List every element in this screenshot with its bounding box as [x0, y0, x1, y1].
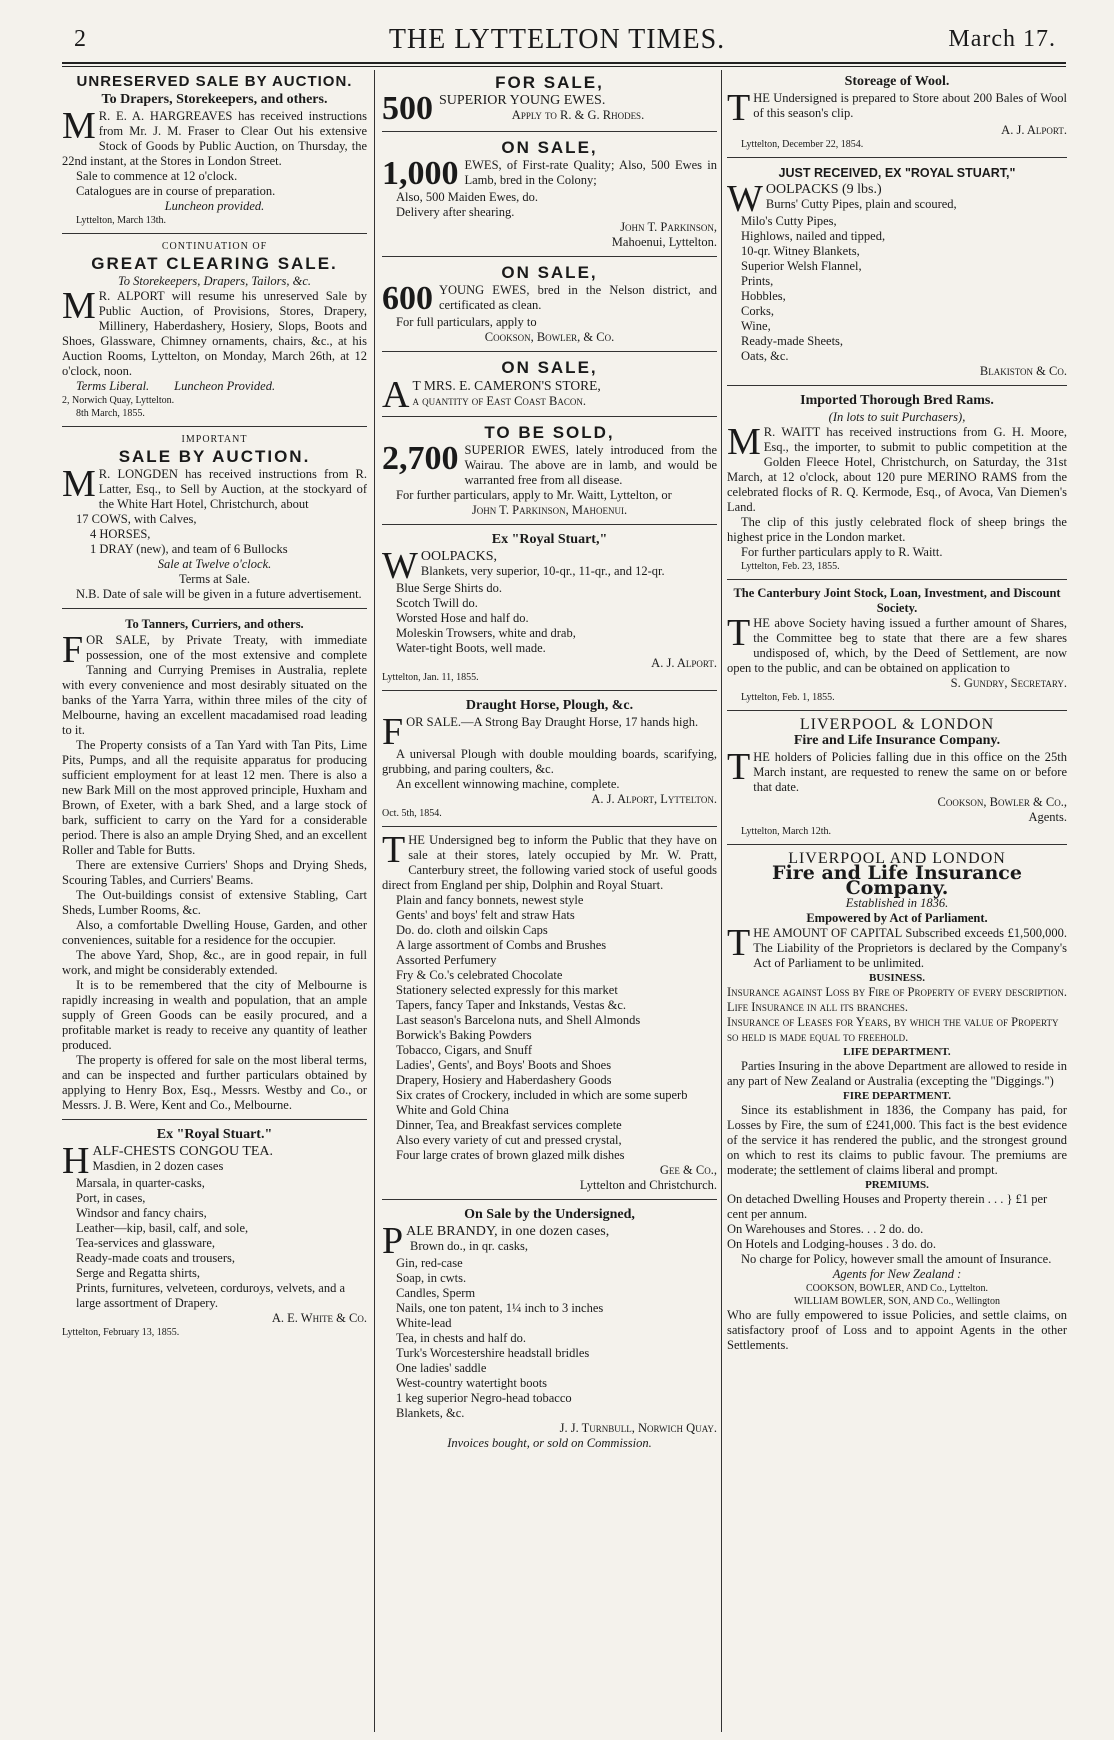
ad-sale-by-auction [62, 432, 367, 609]
ad-body: HE Undersigned beg to inform the Public that they have on sale at their stores, lately occupied by Mr. W. Pratt, Canterbury street, the following varied stock of useful goods direct from England per ship, Dolphin and Royal Stuart. [382, 833, 717, 892]
ad-title: JUST RECEIVED, EX "ROYAL STUART," [778, 166, 1016, 180]
ad-date: Lyttelton, March 13th. [76, 215, 166, 226]
ad-royal-stuart-tea [62, 1125, 367, 1345]
list-item: Life Insurance in all its branches. [727, 1000, 909, 1014]
list-item: Moleskin Trowsers, white and drab, [396, 626, 576, 640]
list-item: Scotch Twill do. [396, 596, 478, 610]
ad-gothic-title: Fire and Life Insurance Company. [772, 862, 1022, 899]
ad-title: TO BE SOLD, [484, 423, 615, 442]
ad-date: Lyttelton, Feb. 1, 1855. [741, 692, 835, 703]
list-item: Do. do. cloth and oilskin Caps [396, 923, 548, 937]
ad-text: N.B. Date of sale will be given in a future advertisement. [76, 587, 362, 601]
drop-cap: A [382, 374, 410, 416]
ad-text: Who are fully empowered to issue Policies, and settle claims, on satisfactory proof of Loss and to appoint Agents in the other Settlements. [727, 1308, 1067, 1352]
column-2 [382, 72, 717, 1732]
drop-cap: F [62, 629, 84, 671]
ad-text: Also, a comfortable Dwelling House, Garden, and other conveniences, suitable for a residence for the occupier. [62, 918, 367, 947]
ad-liverpool-insurance [727, 850, 1067, 1359]
top-rule [62, 62, 1066, 64]
ad-text: The clip of this justly celebrated flock of sheep brings the highest price in the London market. [727, 515, 1067, 544]
premium-line: On Warehouses and Stores. . . 2 do. do. [727, 1222, 924, 1236]
ad-signature: S. Gundry, Secretary. [950, 676, 1067, 690]
ad-subtitle: Established in 1836. [845, 896, 949, 910]
list-item: Borwick's Baking Powders [396, 1028, 532, 1042]
list-item: Superior Welsh Flannel, [741, 259, 862, 273]
ad-body: OR SALE.—A Strong Bay Draught Horse, 17 hands high. [406, 715, 699, 729]
ad-number: 600 [382, 280, 433, 317]
ad-body: R. WAITT has received instructions from G. H. Moore, Esq., the importer, to submit to public competition at the Golden Fleece Hotel, Christchurch, on Saturday, the 31st March, at 12 o'clock, about 120 pure MERINO RAMS from the celebrated flocks of R. Q. Kermode, Esq., of Avoca, Van Diemen's Land. [727, 425, 1067, 514]
ad-text: Catalogues are in course of preparation. [76, 184, 276, 198]
drop-cap: P [382, 1220, 404, 1262]
ad-body: HE Undersigned is prepared to Store about 200 Bales of Wool of this season's clip. [753, 91, 1067, 120]
ad-subtitle: Empowered by Act of Parliament. [806, 911, 988, 925]
ad-signature: J. J. Turnbull, Norwich Quay. [559, 1421, 717, 1435]
ad-text: For further particulars, apply to Mr. Waitt, Lyttelton, or [396, 488, 672, 502]
ad-title: ON SALE, [501, 138, 598, 157]
ad-number: 1,000 [382, 155, 459, 192]
column-3 [727, 72, 1067, 1732]
ad-body: SUPERIOR YOUNG EWES. [439, 93, 606, 108]
ad-storeage-of-wool [727, 72, 1067, 158]
list-item: Port, in cases, [76, 1191, 146, 1205]
ad-subtitle: (In lots to suit Purchasers), [828, 410, 966, 424]
ad-text: Parties Insuring in the above Department are allowed to reside in any part of New Zealand or Australia (excepting the "Diggings.") [727, 1059, 1067, 1088]
ad-title: ON SALE, [501, 358, 598, 377]
ad-title: The Canterbury Joint Stock, Loan, Investment, and Discount Society. [733, 586, 1061, 615]
ad-luncheon: Luncheon Provided. [174, 379, 276, 393]
drop-cap: M [62, 285, 96, 327]
ad-signature: Blakiston & Co. [979, 364, 1067, 378]
ad-text: Terms at Sale. [179, 572, 250, 586]
ad-text: An excellent winnowing machine, complete. [396, 777, 620, 791]
ad-text: For further particulars apply to R. Waitt. [741, 545, 943, 559]
ad-title: On Sale by the Undersigned, [464, 1207, 635, 1222]
drop-cap: W [727, 178, 763, 220]
list-item: Prints, furnitures, velveteen, corduroys, velvets, and a large assortment of Drapery. [76, 1281, 346, 1310]
list-item: 10-qr. Witney Blankets, [741, 244, 860, 258]
ad-signature: A. E. White & Co. [271, 1311, 367, 1325]
ad-body: R. ALPORT will resume his unreserved Sale by Public Auction, of Provisions, Stores, Drapery, Millinery, Haberdashery, Hosiery, Slops, Boots and Shoes, Glassware, Chimney ornaments, chairs, &c., at his Auction Rooms, Lyttelton, on Monday, March 26th, at 12 o'clock, noon. [62, 289, 367, 378]
list-item: Also every variety of cut and pressed crystal, [396, 1133, 622, 1147]
ad-body: ALE BRANDY, in one dozen cases, [406, 1224, 610, 1239]
ad-body: R. LONGDEN has received instructions from R. Latter, Esq., to Sell by Auction, at the stockyard of the White Hart Hotel, Christchurch, about [98, 467, 367, 511]
column-divider-1 [374, 70, 375, 1732]
ad-text: Also, 500 Maiden Ewes, do. [396, 190, 538, 204]
list-item: Drapery, Hosiery and Haberdashery Goods [396, 1073, 612, 1087]
drop-cap: M [727, 421, 761, 463]
drop-cap: T [382, 829, 406, 871]
list-item: Oats, &c. [741, 349, 789, 363]
ad-title: FOR SALE, [495, 73, 604, 92]
ad-text: Apply to R. & G. Rhodes. [511, 108, 645, 122]
ad-title: Storeage of Wool. [844, 74, 950, 89]
newspaper-title: THE LYTTELTON TIMES. [388, 24, 726, 55]
ad-subtitle: Fire and Life Insurance Company. [793, 733, 1001, 748]
ad-date: Oct. 5th, 1854. [382, 808, 442, 819]
ad-woolpacks-alport [382, 530, 717, 691]
ad-great-clearing-sale [62, 239, 367, 427]
ad-pale-brandy [382, 1205, 717, 1457]
drop-cap: F [382, 711, 404, 753]
ad-2700-ewes [382, 422, 717, 525]
ad-gee-and-co [382, 829, 717, 1200]
list-item: Ladies', Gents', and Boys' Boots and Shoes [396, 1058, 612, 1072]
ad-title: SALE BY AUCTION. [118, 447, 311, 466]
ad-body: YOUNG EWES, bred in the Nelson district, and certificated as clean. [439, 283, 717, 312]
list-item: Insurance against Loss by Fire of Property of every description. [727, 985, 1067, 999]
ad-text: It is to be remembered that the city of Melbourne is rapidly increasing in wealth and population, that an ample supply of Green Goods can be easily procured, and a profitable market is ready to receive any quantity of leather produced. [62, 978, 367, 1052]
drop-cap: H [62, 1140, 90, 1182]
issue-date: March 17. [948, 26, 1056, 52]
ad-600-ewes [382, 262, 717, 352]
ad-liverpool-renewal [727, 716, 1067, 845]
list-item: Worsted Hose and half do. [396, 611, 529, 625]
section-heading: PREMIUMS. [865, 1179, 929, 1191]
ad-text: Delivery after shearing. [396, 205, 515, 219]
list-item: Tobacco, Cigars, and Snuff [396, 1043, 533, 1057]
ad-500-ewes [382, 72, 717, 132]
ad-tanners [62, 614, 367, 1120]
ad-body: OR SALE, by Private Treaty, with immediate possession, one of the most extensive and complete Tanning and Currying Premises in Australia, replete with every convenience and most desirably situated on the banks of the Yarra Yarra, within three miles of the city of Melbourne, having an excellent macadamised road leading to it. [62, 633, 367, 737]
list-item: 1 keg superior Negro-head tobacco [396, 1391, 572, 1405]
ad-text: Sale to commence at 12 o'clock. [76, 169, 238, 183]
ad-title: LIVERPOOL & LONDON [799, 716, 995, 733]
list-item: Serge and Regatta shirts, [76, 1266, 201, 1280]
ad-body: HE AMOUNT OF CAPITAL Subscribed exceeds £1,500,000. The Liability of the Proprietors is declared by the Company's Act of Parliament to be unlimited. [753, 926, 1067, 970]
list-item: A large assortment of Combs and Brushes [396, 938, 607, 952]
ad-text: For full particulars, apply to [396, 315, 537, 329]
ad-address: 2, Norwich Quay, Lyttelton. [62, 395, 175, 406]
ad-subtitle: To Drapers, Storekeepers, and others. [101, 92, 328, 107]
ad-body: R. E. A. HARGREAVES has received instructions from Mr. J. M. Fraser to Clear Out his extensive Stock of Goods by Public Auction, on Thursday, the 22nd instant, at the Stores in London Street. [62, 109, 367, 168]
ad-subtitle: To Storekeepers, Drapers, Tailors, &c. [117, 274, 312, 288]
list-item: Marsala, in quarter-casks, [76, 1176, 205, 1190]
drop-cap: W [382, 545, 418, 587]
ad-bacon [382, 357, 717, 417]
ad-body: EWES, of First-rate Quality; Also, 500 Ewes in Lamb, bred in the Colony; [464, 158, 717, 187]
ad-draught-horse [382, 696, 717, 827]
ad-signature: Lyttelton and Christchurch. [579, 1178, 717, 1192]
ad-signature: Agents. [1028, 810, 1067, 824]
premium-line: On Hotels and Lodging-houses . 3 do. do. [727, 1237, 937, 1251]
ad-just-received [727, 163, 1067, 386]
section-heading: BUSINESS. [869, 972, 925, 984]
ad-kicker: IMPORTANT [181, 434, 248, 445]
list-item: Plain and fancy bonnets, newest style [396, 893, 584, 907]
ad-signature: Mahoenui, Lyttelton. [611, 235, 717, 249]
ad-date: Lyttelton, December 22, 1854. [741, 139, 864, 150]
top-rule-thin [62, 66, 1066, 67]
ad-body: OOLPACKS (9 lbs.) [765, 182, 882, 197]
section-heading: Agents for New Zealand : [832, 1267, 962, 1281]
ad-thorough-bred-rams [727, 391, 1067, 580]
list-item: Highlows, nailed and tipped, [741, 229, 886, 243]
list-item: West-country watertight boots [396, 1376, 548, 1390]
ad-signature: Cookson, Bowler & Co., [937, 795, 1067, 809]
list-item: Soap, in cwts. [396, 1271, 467, 1285]
ad-signature: Gee & Co., [659, 1163, 717, 1177]
list-item: Assorted Perfumery [396, 953, 497, 967]
ad-title: Imported Thorough Bred Rams. [800, 393, 994, 408]
ad-terms: Terms Liberal. [76, 379, 150, 393]
ad-body: SUPERIOR EWES, lately introduced from the Wairau. The above are in lamb, and would be warranted free from all disease. [464, 443, 717, 487]
list-item: Blankets, &c. [396, 1406, 465, 1420]
ad-text: The Property consists of a Tan Yard with Tan Pits, Lime Pits, Pumps, and all the requisite apparatus for producing sufficient employment for at least 12 men. There is also a new Bark Mill on the most approved principle, Huxham and Brown, of Exeter, with a bark Shed, and a large stock of bark, sufficient to carry on the Yard for a considerable period. There is also an ample Drying Shed, and an excellent Roller and Table for Butts. [62, 738, 367, 857]
section-heading: LIFE DEPARTMENT. [843, 1046, 951, 1058]
list-item: Tea-services and glassware, [76, 1236, 215, 1250]
list-item: Brown do., in qr. casks, [410, 1239, 529, 1253]
list-item: Windsor and fancy chairs, [76, 1206, 207, 1220]
list-item: Water-tight Boots, well made. [396, 641, 546, 655]
ad-title: Ex "Royal Stuart," [491, 532, 608, 547]
section-heading: FIRE DEPARTMENT. [843, 1090, 951, 1102]
list-item: Stationery selected expressly for this market [396, 983, 618, 997]
ad-signature: John T. Parkinson, Mahoenui. [471, 503, 628, 517]
page-number: 2 [74, 26, 86, 52]
list-item: White-lead [396, 1316, 452, 1330]
ad-date: Lyttelton, March 12th. [741, 826, 831, 837]
ad-unreserved-sale [62, 72, 367, 234]
ad-text: There are extensive Curriers' Shops and Drying Sheds, Scouring Tables, and Curriers' Beams. [62, 858, 367, 887]
ad-signature: Cookson, Bowler, & Co. [484, 330, 615, 344]
list-item: Nails, one ton patent, 1¼ inch to 3 inches [396, 1301, 604, 1315]
ad-title: To Tanners, Curriers, and others. [125, 617, 304, 631]
drop-cap: M [62, 105, 96, 147]
list-item: Four large crates of brown glazed milk dishes [396, 1148, 625, 1162]
ad-signature: A. J. Alport. [1001, 123, 1067, 137]
ad-footer: Invoices bought, or sold on Commission. [447, 1436, 652, 1450]
list-item: 4 HORSES, [90, 527, 151, 541]
ad-title: UNRESERVED SALE BY AUCTION. [76, 73, 353, 90]
list-item: Six crates of Crockery, included in which are some superb White and Gold China [396, 1088, 688, 1117]
drop-cap: T [727, 612, 751, 654]
list-item: Candles, Sperm [396, 1286, 476, 1300]
agent-line: WILLIAM BOWLER, SON, AND Co., Wellington [794, 1296, 1000, 1307]
ad-text: The Out-buildings consist of extensive Stabling, Cart Sheds, Lumber Rooms, &c. [62, 888, 367, 917]
premium-line: No charge for Policy, however small the amount of Insurance. [741, 1252, 1052, 1266]
drop-cap: T [727, 87, 751, 129]
list-item: Masdien, in 2 dozen cases [92, 1159, 224, 1173]
ad-text: Luncheon provided. [164, 199, 265, 213]
list-item: Hobbles, [741, 289, 786, 303]
ad-signature: John T. Parkinson, [620, 220, 717, 234]
ad-body: T MRS. E. CAMERON'S STORE, [412, 378, 601, 393]
ad-title: Ex "Royal Stuart." [156, 1127, 273, 1142]
ad-1000-ewes [382, 137, 717, 257]
ad-text: The above Yard, Shop, &c., are in good repair, in full work, and might be considerably extended. [62, 948, 367, 977]
ad-signature: A. J. Alport. [651, 656, 717, 670]
ad-signature: A. J. Alport, Lyttelton. [591, 792, 717, 806]
ad-text: a quantity of East Coast Bacon. [412, 394, 587, 408]
agent-line: COOKSON, BOWLER, AND Co., Lyttelton. [806, 1283, 988, 1294]
list-item: Gin, red-case [396, 1256, 463, 1270]
ad-title: ON SALE, [501, 263, 598, 282]
list-item: 17 COWS, with Calves, [76, 512, 197, 526]
masthead [0, 0, 1114, 64]
ad-title: Draught Horse, Plough, &c. [465, 698, 634, 713]
ad-text: The property is offered for sale on the most liberal terms, and can be inspected and further particulars obtained by applying to Henry Box, Esq., Messrs. Westby and Co., or Messrs. J. B. Were, Kent and Co., Melbourne. [62, 1053, 367, 1112]
list-item: Milo's Cutty Pipes, [741, 214, 837, 228]
drop-cap: T [727, 922, 751, 964]
ad-body: HE above Society having issued a further amount of Shares, the Committee beg to state that there are a few shares undisposed of, which, by the Deed of Settlement, are now open to the public, and can be obtained on application to [727, 616, 1067, 675]
drop-cap: M [62, 463, 96, 505]
list-item: Tapers, fancy Taper and Inkstands, Vestas &c. [396, 998, 627, 1012]
list-item: Corks, [741, 304, 774, 318]
list-item: Insurance of Leases for Years, by which the value of Property so held is made equal to freehold. [727, 1015, 1059, 1044]
ad-kicker: CONTINUATION OF [161, 241, 268, 252]
ad-canterbury-society [727, 585, 1067, 711]
list-item: Last season's Barcelona nuts, and Shell Almonds [396, 1013, 641, 1027]
list-item: Ready-made coats and trousers, [76, 1251, 235, 1265]
list-item: Burns' Cutty Pipes, plain and scoured, [765, 197, 957, 211]
list-item: Dinner, Tea, and Breakfast services complete [396, 1118, 622, 1132]
ad-number: 2,700 [382, 440, 459, 477]
ad-number: 500 [382, 90, 433, 127]
list-item: Fry & Co.'s celebrated Chocolate [396, 968, 563, 982]
list-item: Blue Serge Shirts do. [396, 581, 503, 595]
ad-text: Sale at Twelve o'clock. [157, 557, 272, 571]
ad-text: A universal Plough with double moulding boards, scarifying, grubbing, and paring coulters, &c. [382, 747, 717, 776]
ad-title: LIVERPOOL AND LONDON [788, 850, 1006, 867]
ad-date: Lyttelton, Feb. 23, 1855. [741, 561, 840, 572]
list-item: Wine, [741, 319, 771, 333]
list-item: 1 DRAY (new), and team of 6 Bullocks [90, 542, 288, 556]
ad-text: Since its establishment in 1836, the Company has paid, for Losses by Fire, the sum of £241,000. This fact is the best evidence of the service it has rendered the public, and the strongest ground on which to rest its claims to public favour. The premiums are moderate; the settlement of claims liberal and prompt. [727, 1103, 1067, 1177]
list-item: Gents' and boys' felt and straw Hats [396, 908, 575, 922]
list-item: Turk's Worcestershire headstall bridles [396, 1346, 590, 1360]
ad-text: Blankets, very superior, 10-qr., 11-qr., and 12-qr. [420, 564, 665, 578]
column-divider-2 [721, 70, 722, 1732]
drop-cap: T [727, 746, 751, 788]
ad-body: OOLPACKS, [420, 549, 497, 564]
list-item: Prints, [741, 274, 774, 288]
ad-date: Lyttelton, February 13, 1855. [62, 1327, 180, 1338]
ad-body: HE holders of Policies falling due in this office on the 25th March instant, are requested to renew the same on or before that date. [753, 750, 1067, 794]
ad-date: 8th March, 1855. [76, 408, 145, 419]
list-item: Leather—kip, basil, calf, and sole, [76, 1221, 249, 1235]
ad-title: GREAT CLEARING SALE. [91, 254, 338, 273]
list-item: One ladies' saddle [396, 1361, 487, 1375]
list-item: Tea, in chests and half do. [396, 1331, 526, 1345]
premium-line: On detached Dwelling Houses and Property therein . . . } £1 per cent per annum. [727, 1192, 1048, 1221]
ad-date: Lyttelton, Jan. 11, 1855. [382, 672, 479, 683]
column-1 [62, 72, 367, 1732]
list-item: Ready-made Sheets, [741, 334, 844, 348]
ad-body: ALF-CHESTS CONGOU TEA. [92, 1144, 274, 1159]
